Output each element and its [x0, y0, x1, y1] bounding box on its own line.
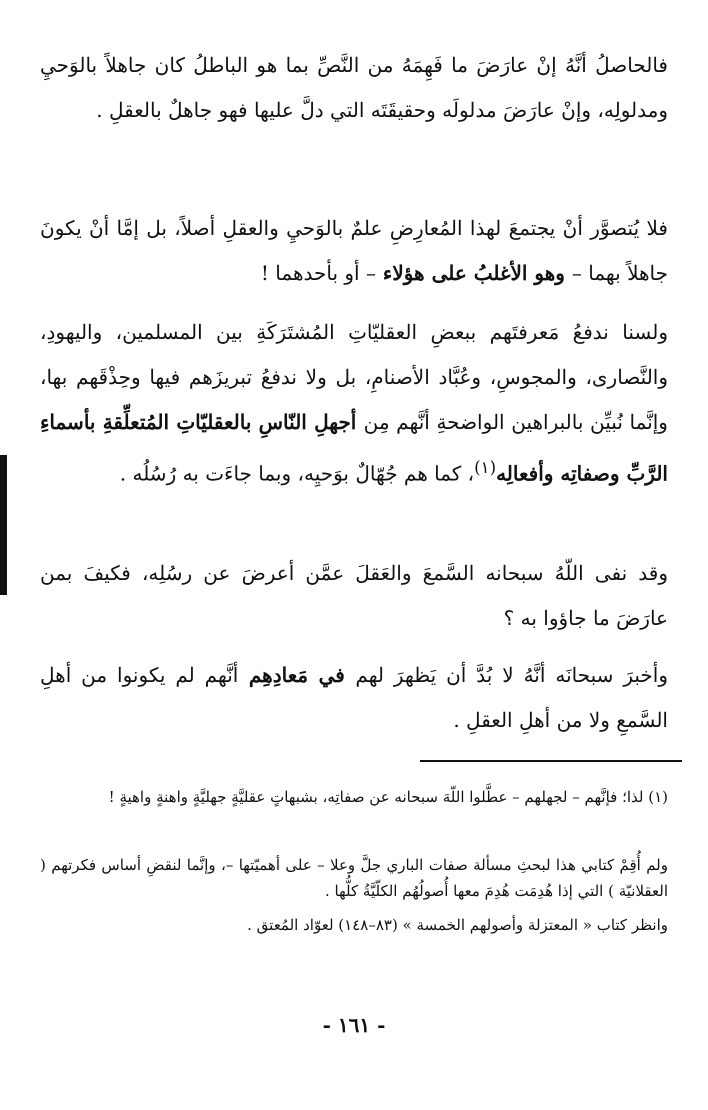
paragraph-3 — [40, 310, 668, 497]
paragraph-3-bold-phrase-cont: المُتعلِّقةِ بأسماءِ الرَّبِّ وصفاتِه وأفعالِه — [40, 410, 668, 486]
paragraph-4 — [40, 551, 668, 641]
paragraph-3-text-a: ولسنا ندفعُ مَعرفتَهم ببعضِ العقليّاتِ المُشتَرَكَةِ بين المسلمين، واليهودِ، والنَّصارى، والمجوسِ، وعُبَّاد الأصنامِ، بل ولا ندفعُ تبريزَهم فيها وحِذْقَهم بها، وإنَّما نُبيِّن بالبراهين الواضحةِ أنَّهم مِن — [40, 320, 668, 434]
page-number: - ١٦١ - — [322, 1013, 386, 1037]
paragraph-5-bold-phrase: في مَعادِهِم — [238, 663, 356, 687]
paragraph-4-text: وقد نفى اللّهُ سبحانه السَّمعَ والعَقلَ عمَّن أعرضَ عن رسُلِه، فكيفَ بمن عارَضَ ما جاؤوا به ؟ — [40, 561, 668, 630]
footnote-1-reference: وانظر كتاب « المعتزلة وأصولهم الخمسة » (٨٣–١٤٨) لعوّاد المُعتق . — [247, 916, 668, 934]
paragraph-1 — [40, 43, 668, 133]
paragraph-3-bold-phrase: أجهلِ النّاسِ بالعقليّاتِ — [169, 410, 364, 434]
binding-edge-shadow — [0, 455, 7, 595]
paragraph-3-text-c: ، كما هم جُهّالٌ بوَحيِه، وبما جاءَت به رُسُلُه . — [119, 461, 475, 486]
footnote-1-continuation: ولم أُقِمْ كتابي هذا لبحثِ مسألة صفات الباري جلَّ وعلا – على أهميّتها –، وإنَّما لنقضِ أساس فكرتهم ( العقلانيّة ) التي إذا هُدِمَت هُدِمَ معها أُصولُهُم الكلّيَّةُ كلُّها . — [40, 856, 668, 900]
paragraph-2-text-b: – أو بأحدهما ! — [260, 261, 376, 285]
paragraph-2 — [40, 206, 668, 296]
paragraph-1-text: فالحاصلُ أنَّهُ إنْ عارَضَ ما فَهِمَهُ من النَّصِّ بما هو الباطلُ كان جاهلاً بالوَحيِ ومدلولِه، وإنْ عارَضَ مدلولَه وحقيقَتَه التي دلَّ عليها فهو جاهلٌ بالعقلِ . — [40, 53, 668, 122]
paragraph-2-text-a: فلا يُتصوَّر أنْ يجتمعَ لهذا المُعارِضِ علمٌ بالوَحيِ والعقلِ أصلاً، بل إمَّا أنْ يكونَ جاهلاً بهما – — [40, 216, 668, 285]
footnote-divider — [420, 760, 682, 762]
paragraph-5 — [40, 653, 668, 743]
paragraph-2-bold-phrase: وهو الأغلبُ على هؤلاء — [375, 261, 572, 285]
paragraph-5-text-a: وأخبرَ سبحانَه أنَّهُ لا بُدَّ أن يَظهرَ لهم — [355, 663, 668, 687]
paragraph-5-text-b: أنَّهم لم يكونوا من أهلِ السَّمعِ ولا من أهلِ العقلِ . — [40, 663, 668, 732]
footnote-reference-1[interactable]: (١) — [474, 458, 497, 477]
footnote-1: (١) لذا؛ فإنَّهم – لجهلهم – عطَّلوا اللّهَ سبحانه عن صفاتِه، بشبهاتٍ عقليَّةٍ جهليَّةٍ واهنةٍ واهيةٍ ! — [108, 788, 668, 806]
